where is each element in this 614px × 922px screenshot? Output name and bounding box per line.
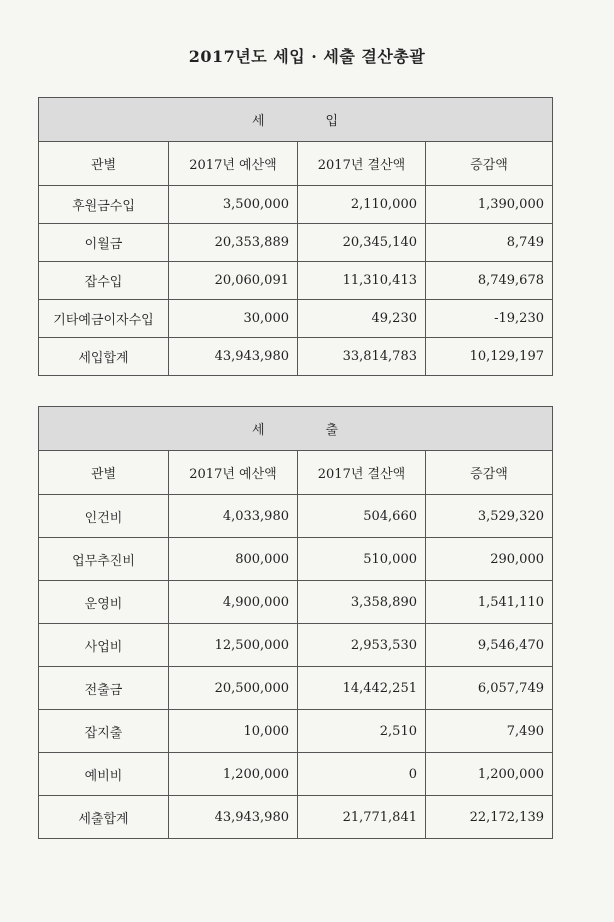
budget-cell: 4,033,980: [169, 495, 298, 538]
income-table-header: 세 입: [39, 98, 553, 142]
row-name: 이월금: [39, 224, 169, 262]
row-name: 예비비: [39, 753, 169, 796]
expense-column-header-row: [39, 451, 553, 495]
row-name: 잡지출: [39, 710, 169, 753]
budget-cell: 30,000: [169, 300, 298, 338]
row-name: 잡수입: [39, 262, 169, 300]
settlement-cell: 49,230: [298, 300, 426, 338]
row-name: 운영비: [39, 581, 169, 624]
table-row: [39, 300, 553, 338]
diff-cell: 3,529,320: [426, 495, 553, 538]
diff-cell: 8,749: [426, 224, 553, 262]
settlement-cell: 3,358,890: [298, 581, 426, 624]
table-row: [39, 186, 553, 224]
column-header: 증감액: [426, 142, 553, 186]
budget-cell: 3,500,000: [169, 186, 298, 224]
row-name: 세입합계: [39, 338, 169, 376]
budget-cell: 43,943,980: [169, 796, 298, 839]
diff-cell: -19,230: [426, 300, 553, 338]
budget-cell: 800,000: [169, 538, 298, 581]
table-row-total: [39, 338, 553, 376]
table-row: [39, 495, 553, 538]
budget-cell: 1,200,000: [169, 753, 298, 796]
row-name: 인건비: [39, 495, 169, 538]
budget-cell: 12,500,000: [169, 624, 298, 667]
row-name: 업무추진비: [39, 538, 169, 581]
column-header: 2017년 결산액: [298, 451, 426, 495]
table-row-total: [39, 796, 553, 839]
settlement-cell: 2,510: [298, 710, 426, 753]
column-header: 관별: [39, 451, 169, 495]
diff-cell: 9,546,470: [426, 624, 553, 667]
column-header: 관별: [39, 142, 169, 186]
diff-cell: 22,172,139: [426, 796, 553, 839]
expense-table: [38, 406, 553, 839]
settlement-cell: 20,345,140: [298, 224, 426, 262]
table-row: [39, 667, 553, 710]
budget-cell: 10,000: [169, 710, 298, 753]
expense-table-header: 세 출: [39, 407, 553, 451]
budget-cell: 20,500,000: [169, 667, 298, 710]
column-header: 2017년 예산액: [169, 142, 298, 186]
row-name: 기타예금이자수입: [39, 300, 169, 338]
settlement-cell: 504,660: [298, 495, 426, 538]
table-row: [39, 753, 553, 796]
settlement-cell: 21,771,841: [298, 796, 426, 839]
income-column-header-row: [39, 142, 553, 186]
row-name: 후원금수입: [39, 186, 169, 224]
table-row: [39, 538, 553, 581]
settlement-cell: 2,953,530: [298, 624, 426, 667]
budget-cell: 43,943,980: [169, 338, 298, 376]
income-table: [38, 97, 553, 376]
settlement-cell: 0: [298, 753, 426, 796]
table-row: [39, 710, 553, 753]
settlement-cell: 2,110,000: [298, 186, 426, 224]
diff-cell: 6,057,749: [426, 667, 553, 710]
table-row: [39, 224, 553, 262]
diff-cell: 1,541,110: [426, 581, 553, 624]
table-row: [39, 624, 553, 667]
diff-cell: 1,390,000: [426, 186, 553, 224]
diff-cell: 7,490: [426, 710, 553, 753]
settlement-cell: 14,442,251: [298, 667, 426, 710]
budget-cell: 20,060,091: [169, 262, 298, 300]
budget-cell: 4,900,000: [169, 581, 298, 624]
diff-cell: 1,200,000: [426, 753, 553, 796]
column-header: 2017년 결산액: [298, 142, 426, 186]
column-header: 2017년 예산액: [169, 451, 298, 495]
settlement-cell: 33,814,783: [298, 338, 426, 376]
document-title: 2017년도 세입 · 세출 결산총괄: [188, 47, 426, 66]
table-row: [39, 262, 553, 300]
row-name: 전출금: [39, 667, 169, 710]
settlement-cell: 11,310,413: [298, 262, 426, 300]
table-row: [39, 581, 553, 624]
diff-cell: 8,749,678: [426, 262, 553, 300]
budget-cell: 20,353,889: [169, 224, 298, 262]
diff-cell: 10,129,197: [426, 338, 553, 376]
settlement-cell: 510,000: [298, 538, 426, 581]
row-name: 사업비: [39, 624, 169, 667]
diff-cell: 290,000: [426, 538, 553, 581]
column-header: 증감액: [426, 451, 553, 495]
row-name: 세출합계: [39, 796, 169, 839]
